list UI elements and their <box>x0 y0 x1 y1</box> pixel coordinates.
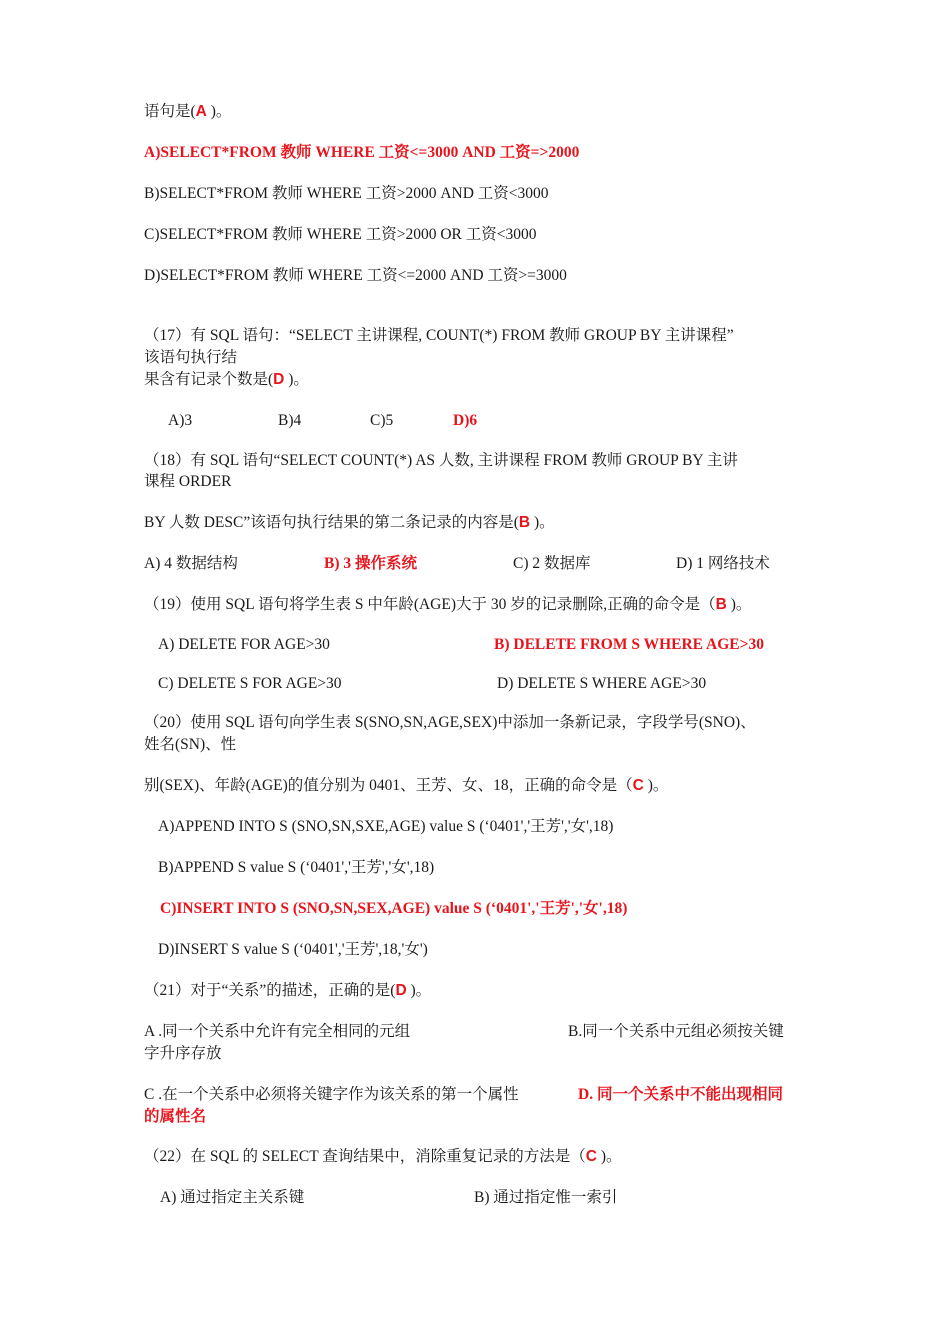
q19-option-d: D) DELETE S WHERE AGE>30 <box>497 675 707 692</box>
q21-answer: D <box>395 982 407 999</box>
q20-option-d: D)INSERT S value S (‘0401','王芳',18,'女') <box>158 941 428 958</box>
q19-stem-text: （19）使用 SQL 语句将学生表 S 中年龄(AGE)大于 30 岁的记录删除,正确的命令是（ <box>144 596 716 613</box>
q22-option-a: A) 通过指定主关系键 <box>160 1189 305 1206</box>
q20-option-a: A)APPEND INTO S (SNO,SN,SXE,AGE) value S (‘0401','王芳','女',18) <box>158 818 614 835</box>
q20-stem-line1: （20）使用 SQL 语句向学生表 S(SNO,SN,AGE,SEX)中添加一条新记录，字段学号(SNO)、 <box>144 714 756 731</box>
q21-option-d-cont: 的属性名 <box>144 1108 207 1125</box>
q16-stem-text: 语句是( <box>144 103 196 120</box>
q18-stem-end: )。 <box>530 514 555 531</box>
q21-option-b: B.同一个关系中元组必须按关键 <box>568 1023 784 1040</box>
q21-option-b-cont: 字升序存放 <box>144 1045 222 1062</box>
q18-answer: B <box>518 514 531 531</box>
q18-option-b: B) 3 操作系统 <box>324 555 418 572</box>
q17-stem-end: )。 <box>284 371 309 388</box>
q17-stem-line3 <box>144 369 309 390</box>
q18-stem-line1: （18）有 SQL 语句“SELECT COUNT(*) AS 人数, 主讲课程 FROM 教师 GROUP BY 主讲 <box>144 452 738 469</box>
q19-option-a: A) DELETE FOR AGE>30 <box>158 636 330 653</box>
q19-stem-end: )。 <box>726 596 752 613</box>
q18-stem-text: BY 人数 DESC”该语句执行结果的第二条记录的内容是( <box>144 514 519 531</box>
q16-option-a: A)SELECT*FROM 教师 WHERE 工资<=3000 AND 工资=>2000 <box>144 144 580 161</box>
q22-answer: C <box>585 1148 597 1165</box>
q20-answer: C <box>632 777 644 794</box>
q19-option-c: C) DELETE S FOR AGE>30 <box>158 675 342 692</box>
q17-stem-line1: （17）有 SQL 语句：“SELECT 主讲课程, COUNT(*) FROM 教师 GROUP BY 主讲课程” <box>144 327 734 344</box>
q20-option-c: C)INSERT INTO S (SNO,SN,SEX,AGE) value S (‘0401','王芳','女',18) <box>160 900 628 917</box>
q17-answer: D <box>273 371 285 388</box>
q20-option-b: B)APPEND S value S (‘0401','王芳','女',18) <box>158 859 435 876</box>
q17-stem-line2: 该语句执行结 <box>144 349 238 366</box>
q21-stem-end: )。 <box>406 982 432 999</box>
q21-stem <box>144 980 431 1001</box>
q20-stem-end: )。 <box>643 777 669 794</box>
q18-stem-line2: 课程 ORDER <box>144 473 232 490</box>
q22-stem-end: )。 <box>596 1148 622 1165</box>
q20-stem-line3 <box>144 775 668 796</box>
q22-stem-text: （22）在 SQL 的 SELECT 查询结果中，消除重复记录的方法是（ <box>144 1148 586 1165</box>
q22-option-b: B) 通过指定惟一索引 <box>474 1189 618 1206</box>
q16-option-b: B)SELECT*FROM 教师 WHERE 工资>2000 AND 工资<3000 <box>144 185 549 202</box>
q18-option-d: D) 1 网络技术 <box>676 555 770 572</box>
q20-stem-text: 别(SEX)、年龄(AGE)的值分别为 0401、王芳、女、18，正确的命令是（ <box>144 777 633 794</box>
q17-option-c: C)5 <box>370 412 394 429</box>
q16-answer: A <box>195 103 207 120</box>
q19-stem <box>144 594 751 615</box>
q17-option-a: A)3 <box>168 412 193 429</box>
q16-stem-end: )。 <box>206 103 232 120</box>
q18-option-c: C) 2 数据库 <box>513 555 591 572</box>
q19-option-b: B) DELETE FROM S WHERE AGE>30 <box>494 636 764 653</box>
q17-stem-text: 果含有记录个数是( <box>144 371 274 388</box>
q18-option-a: A) 4 数据结构 <box>144 555 238 572</box>
q21-stem-text: （21）对于“关系”的描述，正确的是( <box>144 982 396 999</box>
q17-option-b: B)4 <box>278 412 302 429</box>
q21-option-c: C .在一个关系中必须将关键字作为该关系的第一个属性 <box>144 1086 519 1103</box>
q16-option-d: D)SELECT*FROM 教师 WHERE 工资<=2000 AND 工资>=3000 <box>144 267 567 284</box>
q21-option-d: D. 同一个关系中不能出现相同 <box>578 1086 783 1103</box>
q16-stem-tail <box>144 101 231 122</box>
q19-answer: B <box>715 596 727 613</box>
q22-stem <box>144 1146 622 1167</box>
q16-option-c: C)SELECT*FROM 教师 WHERE 工资>2000 OR 工资<3000 <box>144 226 537 243</box>
q17-option-d: D)6 <box>453 412 478 429</box>
q20-stem-line2: 姓名(SN)、性 <box>144 736 237 753</box>
q21-option-a: A .同一个关系中允许有完全相同的元组 <box>144 1023 411 1040</box>
q18-stem-line3 <box>144 512 555 533</box>
